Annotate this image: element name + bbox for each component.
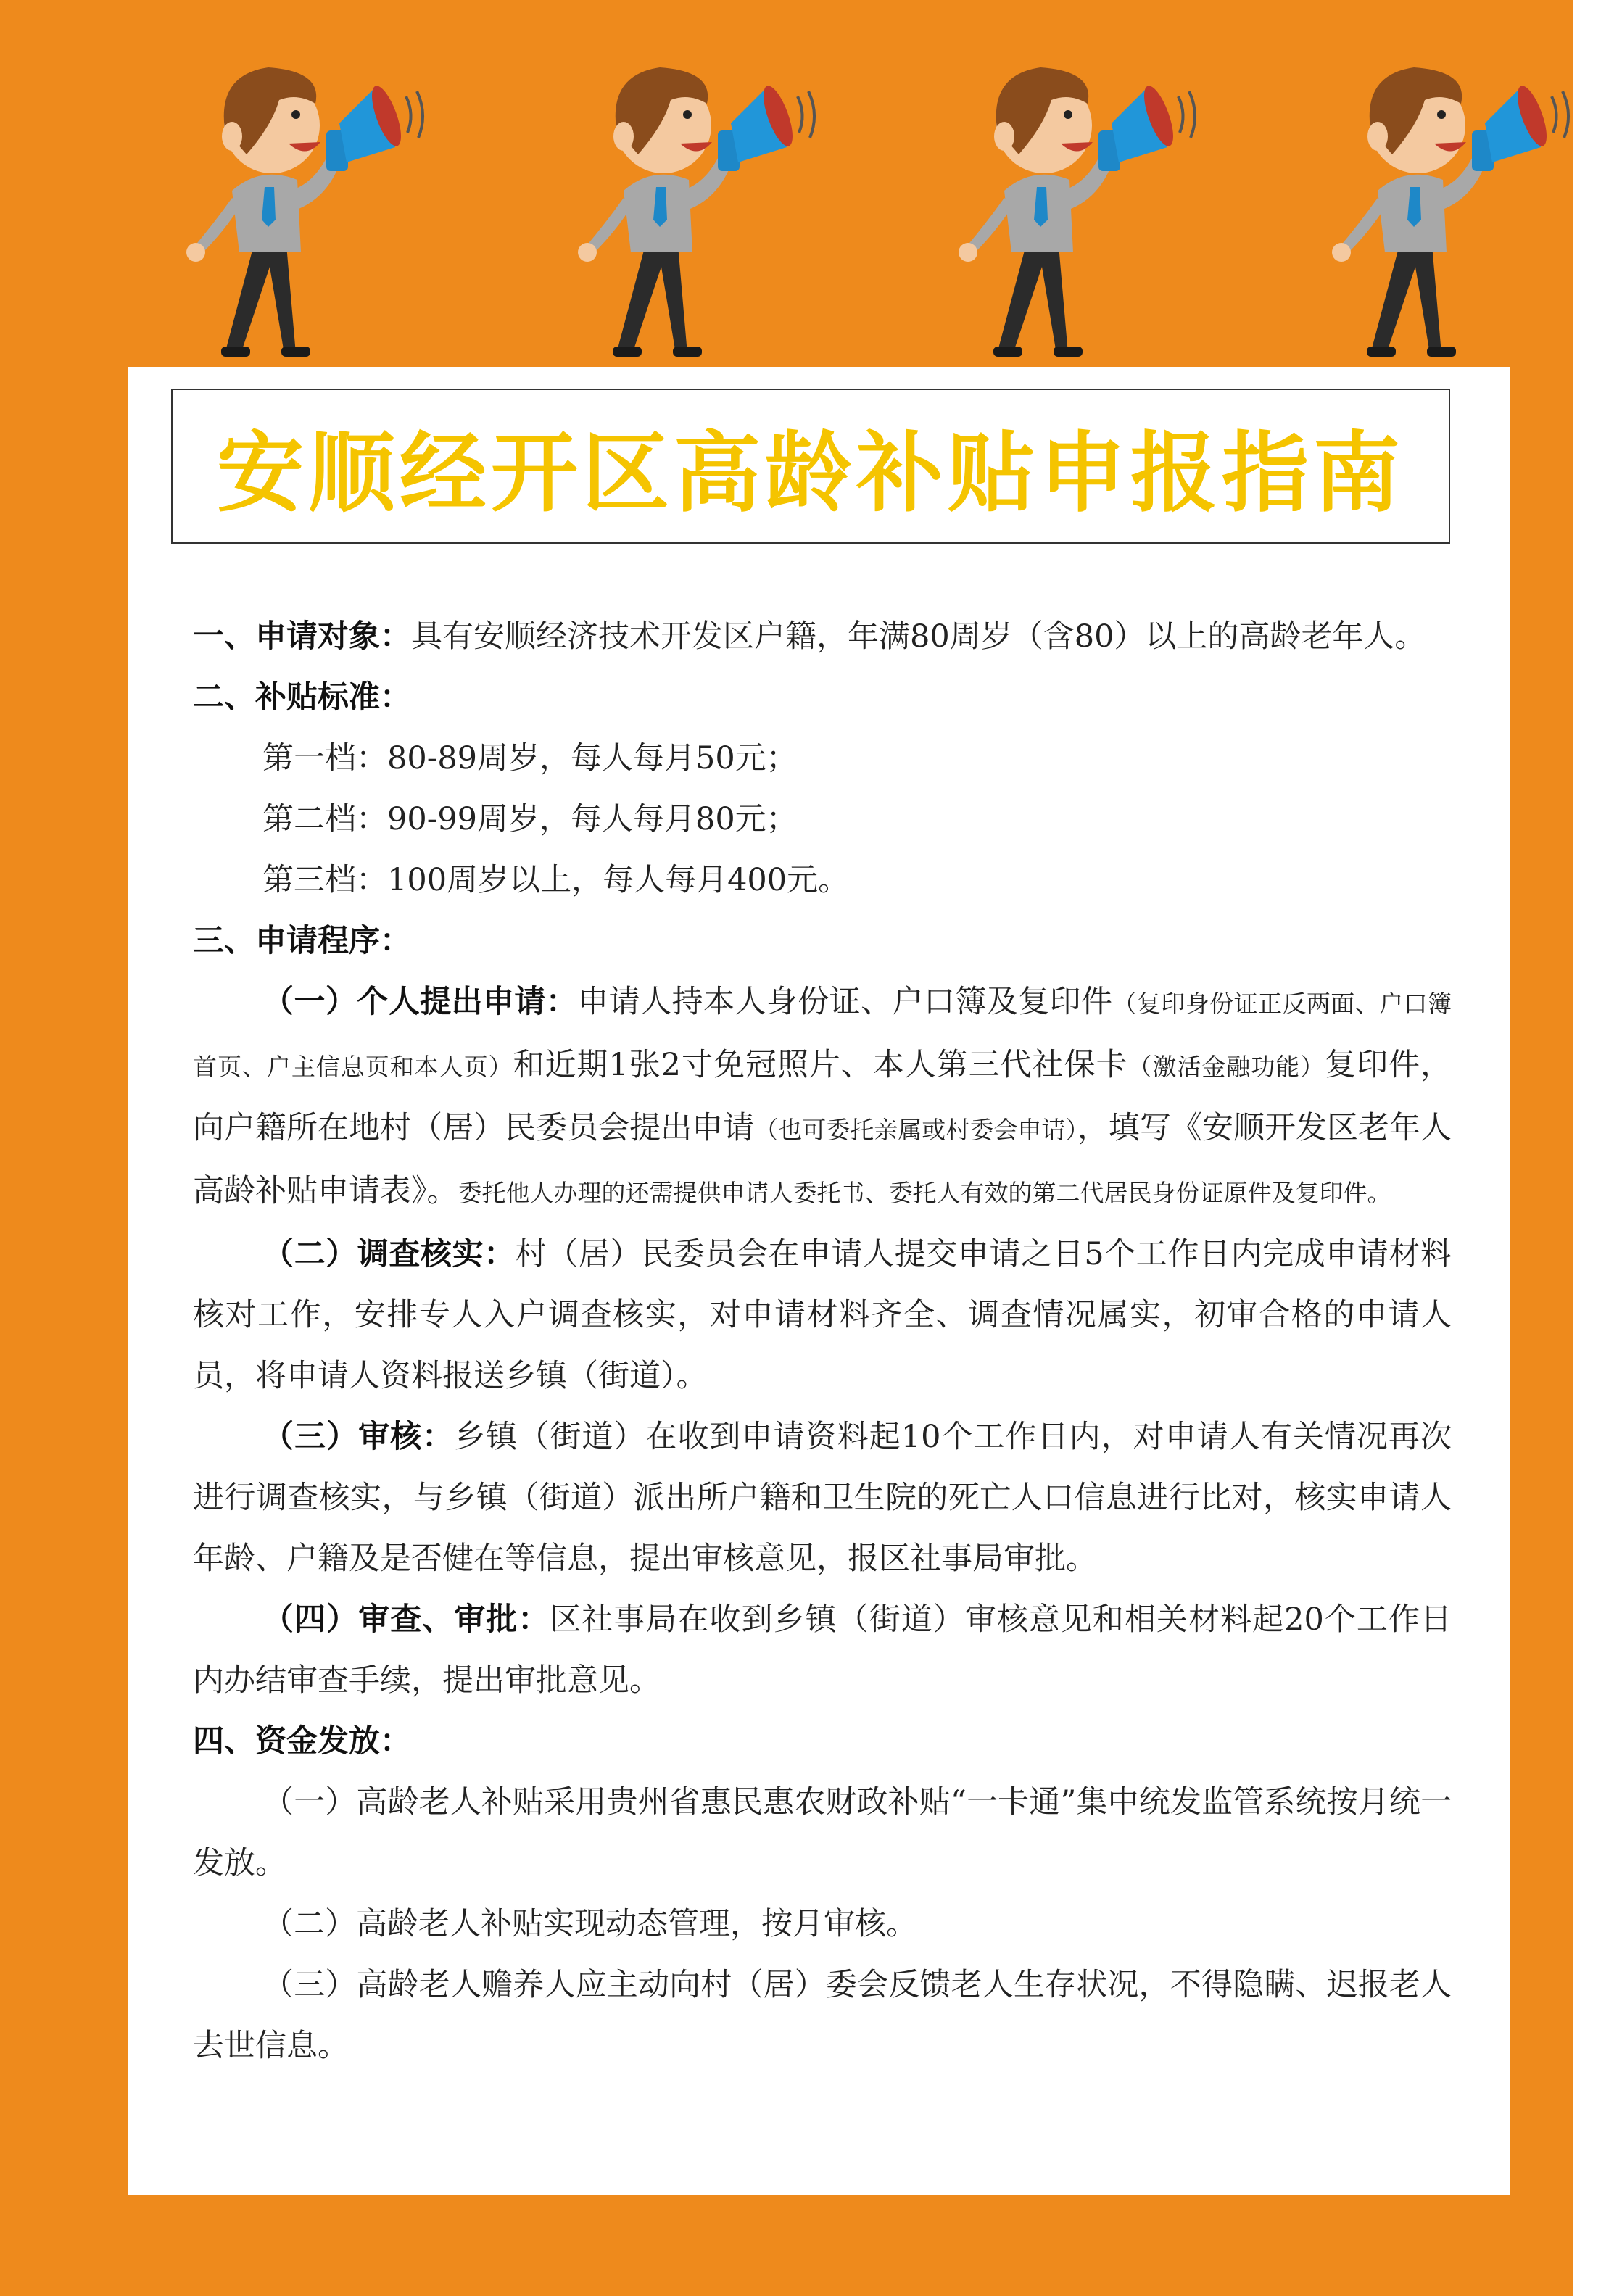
- page-title: 安顺经开区高龄补贴申报指南: [217, 423, 1404, 524]
- section-label: 二、补贴标准：: [193, 679, 411, 716]
- step-note: （复印身份证正反两面、户口簿首页、户主信息页和本人页）: [193, 990, 1452, 1081]
- step-text: 申请人持本人身份证、户口簿及复印件: [577, 984, 1113, 1020]
- step-label: （二）调查核实：: [262, 1236, 516, 1272]
- procedure-step: [193, 1589, 1452, 1711]
- funding-item: （三）高龄老人赡养人应主动向村（居）委会反馈老人生存状况，不得隐瞒、迟报老人去世信息。: [193, 1967, 1452, 2064]
- procedure-step: [193, 1224, 1452, 1406]
- megaphone-man-icon: [888, 35, 1207, 376]
- funding-item: （二）高龄老人补贴实现动态管理，按月审核。: [262, 1906, 917, 1942]
- step-label: （四）审查、审批：: [262, 1601, 550, 1638]
- subsidy-tier: 第三档：100周岁以上，每人每月400元。: [262, 862, 850, 898]
- step-note: （激活金融功能）: [1127, 1053, 1325, 1081]
- section-label: 四、资金发放：: [193, 1723, 411, 1760]
- funding-item: （一）高龄老人补贴采用贵州省惠民惠农财政补贴“一卡通”集中统发监管系统按月统一发放。: [193, 1784, 1452, 1881]
- step-text: ，填写《安顺开发区老年人高龄补贴申请表》。: [193, 1110, 1452, 1209]
- section-applicants: [193, 606, 1452, 667]
- subsidy-tier: 第一档：80-89周岁，每人每月50元；: [262, 740, 798, 776]
- step-label: （一）个人提出申请：: [262, 984, 578, 1020]
- section-label: 三、申请程序：: [193, 923, 411, 959]
- section-label: 一、申请对象：: [193, 618, 411, 655]
- megaphone-man-icon: [508, 35, 827, 376]
- step-text: 和近期1张2寸免冠照片、本人第三代社保卡: [513, 1047, 1128, 1083]
- step-text: 复印件，向户籍所在地村（居）民委员会提出申请: [193, 1047, 1452, 1146]
- step-note: 委托他人办理的还需提供申请人委托书、委托人有效的第二代居民身份证原件及复印件。: [458, 1179, 1391, 1207]
- procedure-step: [193, 1406, 1452, 1589]
- section-text: 具有安顺经济技术开发区户籍，年满80周岁（含80）以上的高龄老年人。: [411, 618, 1426, 655]
- subsidy-tier: 第二档：90-99周岁，每人每月80元；: [262, 801, 798, 837]
- step-note: （也可委托亲属或村委会申请）: [754, 1116, 1077, 1144]
- step-label: （三）审核：: [262, 1419, 455, 1455]
- step-text: 乡镇（街道）在收到申请资料起10个工作日内，对申请人有关情况再次进行调查核实，与乡镇（街道）派出所户籍和卫生院的死亡人口信息进行比对，核实申请人年龄、户籍及是否健在等信息，提出审核意见，报区社事局审批。: [193, 1419, 1452, 1577]
- page-margin: [1573, 0, 1622, 2296]
- title-box: [171, 389, 1450, 544]
- guide-content: [193, 606, 1452, 2076]
- step-text: 村（居）民委员会在申请人提交申请之日5个工作日内完成申请材料核对工作，安排专人入户调查核实，对申请材料齐全、调查情况属实，初审合格的申请人员，将申请人资料报送乡镇（街道）。: [193, 1236, 1452, 1394]
- megaphone-man-icon: [1262, 35, 1581, 376]
- step-text: 区社事局在收到乡镇（街道）审核意见和相关材料起20个工作日内办结审查手续，提出审批意见。: [193, 1601, 1452, 1699]
- content-panel: [128, 367, 1510, 2195]
- procedure-step: [193, 971, 1452, 1224]
- megaphone-man-icon: [116, 35, 435, 376]
